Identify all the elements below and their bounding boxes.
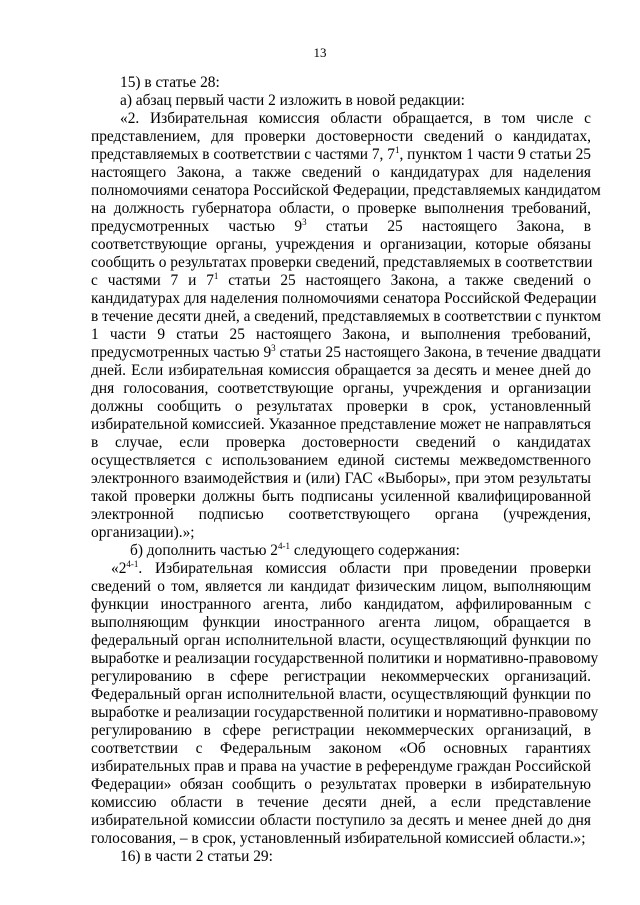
text-line: б) дополнить частью 2$^{4-1}$ следующего содержания: (130, 541, 460, 559)
text-line: предусмотренных частью $9^3$ статьи 25 настоящего Закона, в (91, 217, 591, 235)
text-line: дней. Если избирательная комиссия обращается за десять и менее дней до (91, 362, 591, 379)
text-line: Федерации» обязан сообщить о результатах проверки в избирательную (91, 776, 591, 793)
text-line: электронной подписью соответствующего органа (учреждения, (91, 506, 591, 523)
text-line: Федеральный орган исполнительной власти, осуществляющий функции по (91, 686, 591, 703)
text-line: предусмотренных частью $9^3$ статьи 25 настоящего Закона, в течение двадцати (91, 343, 601, 361)
text-line: избирательных прав и права на участие в референдуме граждан Российской (91, 758, 591, 775)
text-line: голосования, – в срок, установленный избирательной комиссией области.»; (91, 830, 586, 847)
text-line: такой проверки должны быть подписаны усиленной квалифицированной (91, 488, 591, 505)
text-line: кандидатурах для наделения полномочиями сенатора Российской Федерации (91, 290, 597, 307)
text-line: регулированию в сфере регистрации некоммерческих организаций, в (91, 722, 591, 739)
text-line: осуществляется с использованием единой системы межведомственного (91, 452, 591, 469)
text-line: 16) в части 2 статьи 29: (120, 848, 273, 865)
text-line: в течение десяти дней, а сведений, представляемых в соответствии с пунктом (91, 308, 601, 325)
text-line: «2$^{4-1}$. Избирательная комиссия области при проведении проверки (111, 559, 591, 577)
text-line: представляемых в соответствии с частями 7, $7^1$, пунктом 1 части 9 статьи 25 (91, 145, 591, 163)
text-line: организации).»; (91, 524, 195, 541)
text-line: выработке и реализации государственной политики и нормативно-правовому (91, 704, 599, 721)
text-line: 1 части 9 статьи 25 настоящего Закона, и выполнения требований, (91, 326, 591, 343)
text-line: 15) в статье 28: (120, 74, 220, 91)
text-line: функции иностранного агента, либо кандидатом, аффилированным с (91, 596, 591, 613)
text-line: на должность губернатора области, о проверке выполнения требований, (91, 200, 591, 217)
text-line: регулированию в сфере регистрации некоммерческих организаций. (91, 668, 591, 685)
text-line: в случае, если проверка достоверности сведений о кандидатах (91, 434, 591, 451)
text-line: настоящего Закона, а также сведений о кандидатурах для наделения (91, 164, 591, 181)
text-line: сведений о том, является ли кандидат физическим лицом, выполняющим (91, 578, 591, 595)
text-line: избирательной комиссии области поступило за десять и менее дней до дня (91, 812, 591, 829)
text-line: соответствующие органы, учреждения и организации, которые обязаны (91, 236, 591, 253)
text-line: соответствии с Федеральным законом «Об основных гарантиях (91, 740, 591, 757)
text-line: избирательной комиссией. Указанное представление может не направляться (91, 416, 591, 433)
text-line: с частями 7 и $7^1$ статьи 25 настоящего Закона, а также сведений о (91, 271, 591, 289)
text-line: полномочиями сенатора Российской Федерации, представляемых кандидатом (91, 182, 601, 199)
page-number: 13 (313, 45, 327, 60)
text-line: выполняющим функции иностранного агента лицом, обращается в (91, 614, 591, 631)
text-line: представлением, для проверки достоверности сведений о кандидатах, (91, 128, 591, 145)
text-line: «2. Избирательная комиссия области обращается, в том числе с (120, 110, 591, 127)
text-line: электронного взаимодействия и (или) ГАС «Выборы», при этом результаты (91, 470, 591, 487)
text-line: выработке и реализации государственной политики и нормативно-правовому (91, 650, 599, 667)
text-line: а) абзац первый части 2 изложить в новой редакции: (120, 92, 465, 109)
text-line: должны сообщить о результатах проверки в срок, установленный (91, 398, 591, 415)
text-line: дня голосования, соответствующие органы, учреждения и организации (91, 380, 591, 397)
text-line: сообщить о результатах проверки сведений, представляемых в соответствии (91, 254, 593, 271)
text-line: комиссию области в течение десяти дней, а если представление (91, 794, 591, 811)
text-line: федеральный орган исполнительной власти, осуществляющий функции по (91, 632, 591, 649)
